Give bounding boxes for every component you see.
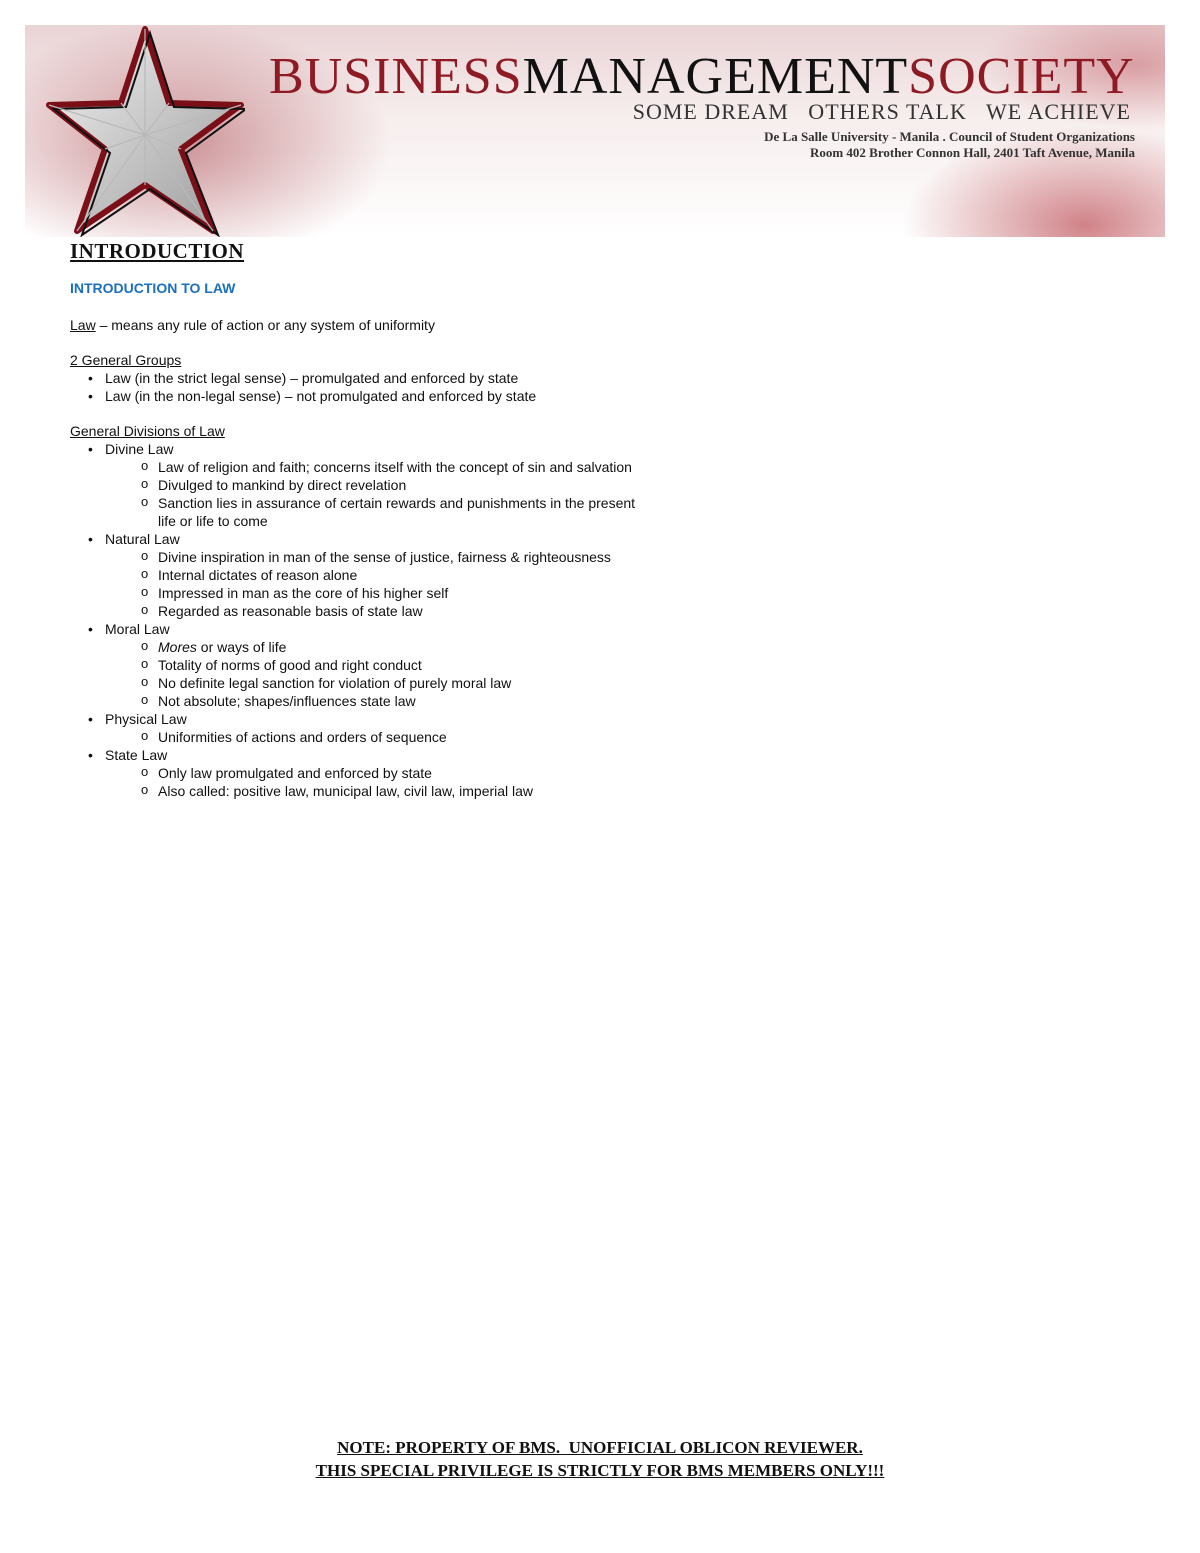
divine-sublist bbox=[140, 458, 690, 530]
groups-heading: 2 General Groups bbox=[70, 352, 182, 368]
list-item: o Sanction lies in assurance of certain rewards and punishments in the present life or life to come bbox=[105, 494, 648, 530]
mores-term: Mores bbox=[158, 639, 197, 655]
list-item: • Law (in the strict legal sense) – promulgated and enforced by state bbox=[70, 369, 690, 387]
list-item: • Law (in the non-legal sense) – not promulgated and enforced by state bbox=[70, 387, 690, 405]
list-item: o No definite legal sanction for violation of purely moral law bbox=[105, 674, 648, 692]
brand-tagline: SOME DREAM OTHERS TALK WE ACHIEVE bbox=[632, 99, 1131, 124]
list-item: o Regarded as reasonable basis of state law bbox=[105, 602, 648, 620]
brand-name bbox=[269, 48, 1135, 105]
list-item: o Impressed in man as the core of his higher self bbox=[105, 584, 648, 602]
law-definition bbox=[70, 316, 690, 334]
division-label: Divine Law bbox=[105, 441, 174, 457]
list-item: o Only law promulgated and enforced by state bbox=[105, 764, 648, 782]
list-item: o Law of religion and faith; concerns itself with the concept of sin and salvation bbox=[105, 458, 648, 476]
moral-sublist bbox=[140, 638, 690, 710]
list-item: o Uniformities of actions and orders of sequence bbox=[105, 728, 648, 746]
footer-line-1: NOTE: PROPERTY OF BMS. UNOFFICIAL OBLICON REVIEWER. bbox=[337, 1438, 863, 1457]
brand-word-society: SOCIETY bbox=[908, 48, 1135, 105]
list-item: o Divulged to mankind by direct revelation bbox=[105, 476, 648, 494]
list-item: o Internal dictates of reason alone bbox=[105, 566, 648, 584]
star-logo-icon bbox=[45, 25, 245, 237]
footer-note bbox=[0, 1436, 1200, 1482]
address-line-2: Room 402 Brother Connon Hall, 2401 Taft Avenue, Manila bbox=[809, 145, 1135, 160]
division-label: State Law bbox=[105, 747, 168, 763]
list-item: o Also called: positive law, municipal law, civil law, imperial law bbox=[105, 782, 648, 800]
division-physical bbox=[70, 710, 690, 746]
list-item bbox=[105, 638, 648, 656]
state-sublist bbox=[140, 764, 690, 800]
list-item: o Not absolute; shapes/influences state law bbox=[105, 692, 648, 710]
header-banner bbox=[25, 25, 1165, 237]
list-item: o Divine inspiration in man of the sense of justice, fairness & righteousness bbox=[105, 548, 618, 566]
physical-sublist bbox=[140, 728, 690, 746]
division-state bbox=[70, 746, 690, 800]
section-title: INTRODUCTION TO LAW bbox=[70, 280, 236, 296]
brand-word-business: BUSINESS bbox=[269, 48, 523, 105]
law-definition-text: – means any rule of action or any system of uniformity bbox=[95, 317, 435, 333]
page-title: INTRODUCTION bbox=[70, 239, 245, 263]
mores-text: or ways of life bbox=[196, 639, 287, 655]
division-natural bbox=[70, 530, 690, 620]
division-label: Natural Law bbox=[105, 531, 180, 547]
document-body bbox=[70, 240, 690, 800]
list-item: o Totality of norms of good and right conduct bbox=[105, 656, 648, 674]
footer-line-2: THIS SPECIAL PRIVILEGE IS STRICTLY FOR BMS MEMBERS ONLY!!! bbox=[315, 1461, 885, 1480]
groups-list bbox=[70, 369, 690, 405]
natural-sublist bbox=[140, 548, 690, 620]
division-moral bbox=[70, 620, 690, 710]
divisions-list bbox=[70, 440, 690, 800]
law-term: Law bbox=[70, 317, 96, 333]
division-label: Moral Law bbox=[105, 621, 170, 637]
brand-word-management: MANAGEMENT bbox=[522, 48, 909, 105]
division-label: Physical Law bbox=[105, 711, 187, 727]
address-line-1: De La Salle University - Manila . Council of Student Organizations bbox=[764, 129, 1135, 144]
division-divine bbox=[70, 440, 690, 530]
divisions-heading: General Divisions of Law bbox=[70, 423, 225, 439]
